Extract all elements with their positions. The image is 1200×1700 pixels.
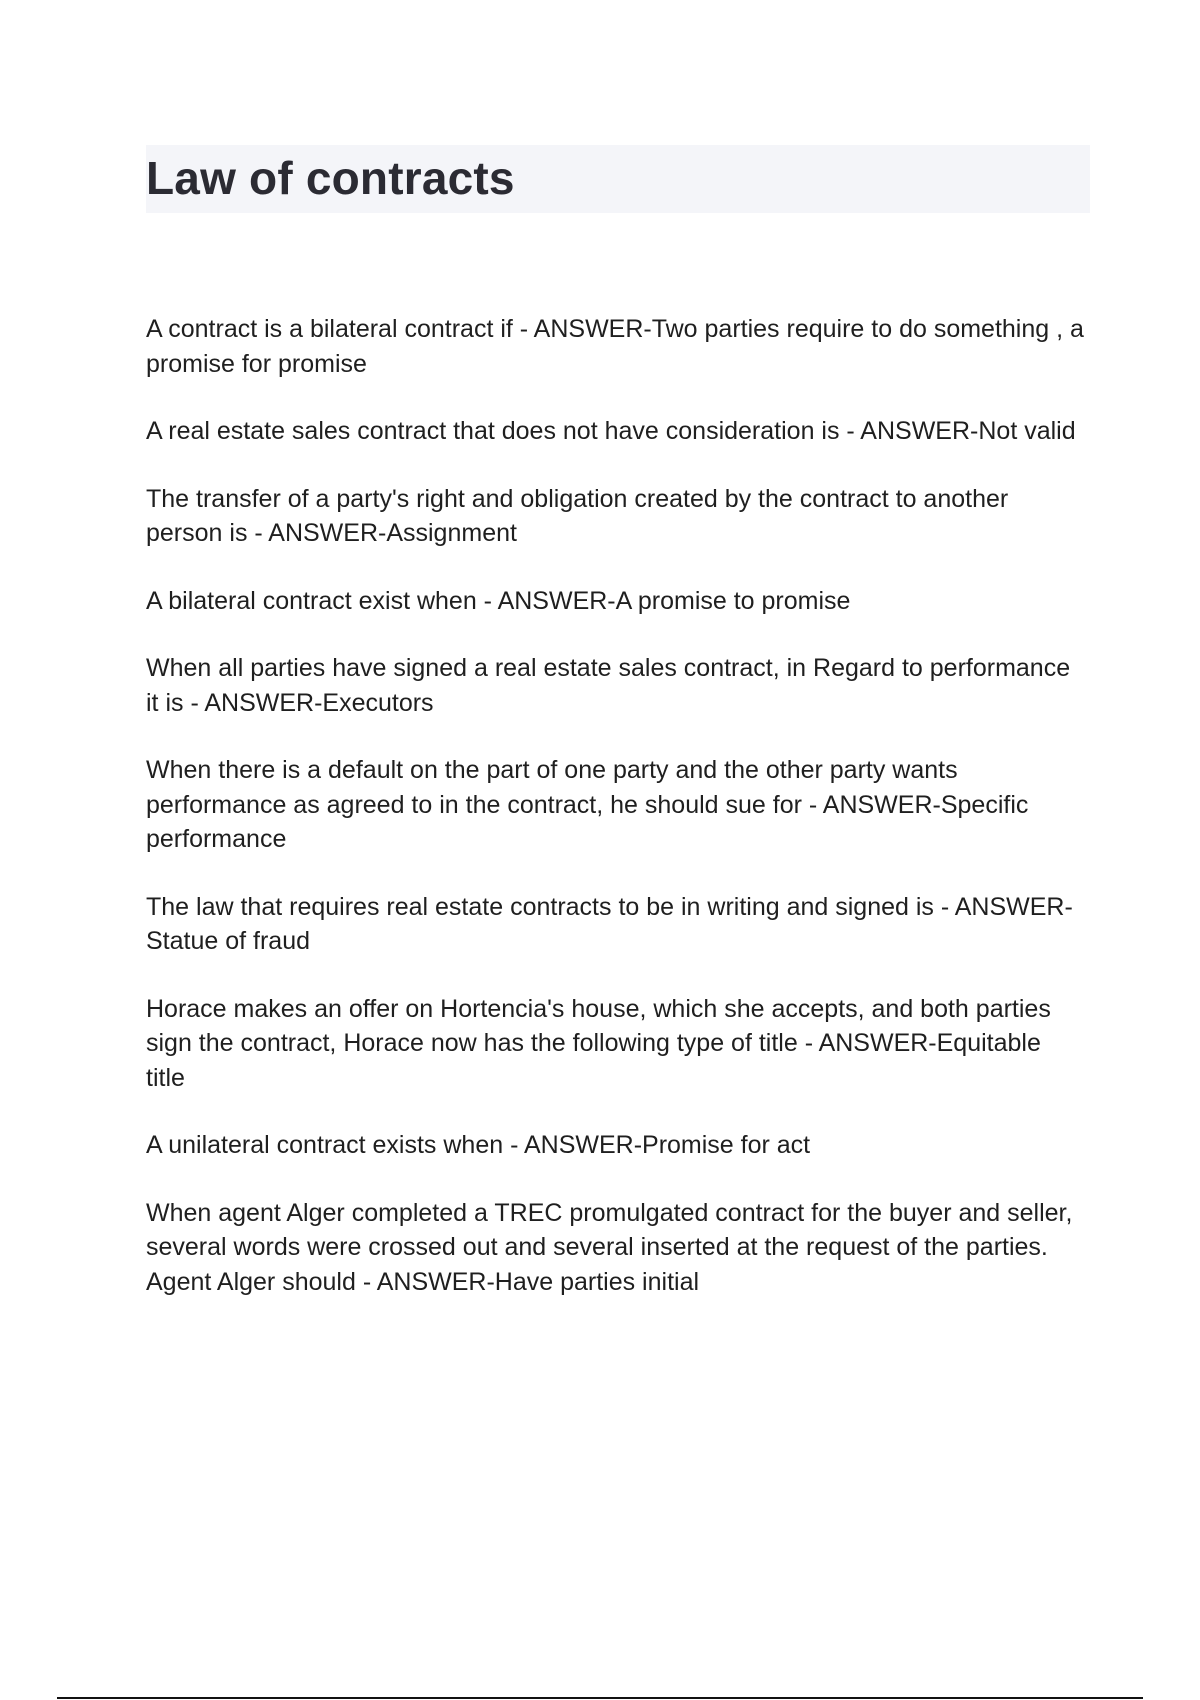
qa-item: When agent Alger completed a TREC promulgated contract for the buyer and seller, several words were crossed out and several inserted at the request of the parties. Agent Alger should - ANSWER-Have parties initial — [146, 1198, 1073, 1296]
title-banner — [146, 145, 1090, 213]
qa-item: A unilateral contract exists when - ANSWER-Promise for act — [146, 1131, 811, 1159]
qa-item: A bilateral contract exist when - ANSWER-A promise to promise — [146, 586, 851, 615]
qa-list — [146, 312, 1086, 1332]
qa-item: Horace makes an offer on Hortencia's house, which she accepts, and both parties sign the contract, Horace now has the following type of title - ANSWER-Equitable title — [146, 994, 1051, 1092]
qa-item: The law that requires real estate contracts to be in writing and signed is - ANSWER-Statue of fraud — [146, 892, 1073, 955]
qa-item: When all parties have signed a real estate sales contract, in Regard to performance it is - ANSWER-Executors — [146, 654, 1071, 717]
qa-item: When there is a default on the part of one party and the other party wants performance as agreed to in the contract, he should sue for - ANSWER-Specific performance — [146, 756, 1029, 853]
page-title: Law of contracts — [146, 152, 515, 204]
qa-item: A contract is a bilateral contract if - ANSWER-Two parties require to do something , a promise for promise — [146, 315, 1084, 378]
qa-item: A real estate sales contract that does not have consideration is - ANSWER-Not valid — [146, 417, 1076, 445]
footer-divider — [57, 1697, 1143, 1699]
qa-item: The transfer of a party's right and obligation created by the contract to another person is - ANSWER-Assignment — [146, 484, 1009, 547]
